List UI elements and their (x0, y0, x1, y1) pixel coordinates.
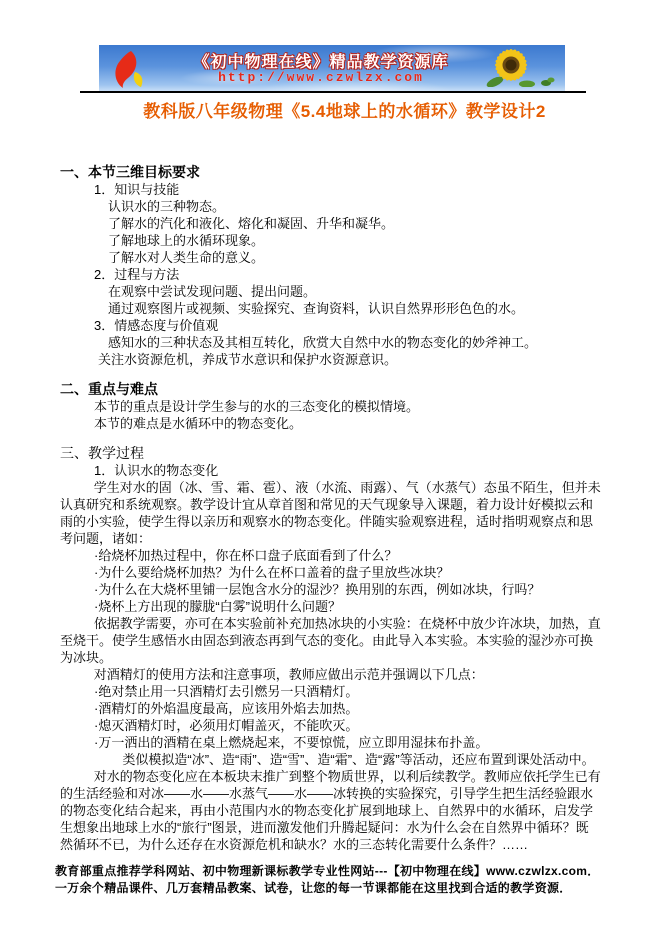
page-header (0, 0, 661, 93)
text-line: ·为什么在大烧杯里铺一层饱含水分的湿沙？换用别的东西，例如冰块，行吗？ (94, 582, 541, 597)
text-line: 在观察中尝试发现问题、提出问题。 (108, 284, 317, 299)
text-line: ·烧杯上方出现的朦胧“白雾”说明什么问题？ (94, 599, 341, 614)
text-line: ·熄灭酒精灯时，必须用灯帽盖灭，不能吹灭。 (94, 718, 359, 733)
text-line: ·绝对禁止用一只酒精灯去引燃另一只酒精灯。 (94, 684, 359, 699)
text-line: 3．情感态度与价值观 (94, 318, 219, 333)
text-line: ·为什么要给烧杯加热？为什么在杯口盖着的盘子里放些冰块？ (94, 565, 450, 580)
text-line: 对水的物态变化应在本板块末推广到整个物质世界，以利后续教学。教师应依托学生已有的生活经验和对冰——水——水蒸气——水——冰转换的实验探究，引导学生把生活经验跟水的物态变化结合起来，再由小范围内水的物态变化扩展到地球上、自然界中的水循环，启发学生想象出地球上水的“旅行”图景，进而激发他们升腾起疑问：水为什么会在自然界中循环？既然循环不已，为什么还存在水资源危机和缺水？水的三态转化需要什么条件？…… (60, 769, 601, 852)
plant-sprig-icon (541, 73, 555, 92)
banner-site-name: 《初中物理在线》精品教学资源库 (193, 54, 449, 71)
text-line: 认识水的三种物态。 (108, 199, 226, 214)
doc-footer (55, 863, 606, 897)
section-heading: 一、本节三维目标要求 (60, 164, 200, 180)
section-heading: 三、教学过程 (60, 445, 144, 461)
blank-line (60, 432, 601, 445)
text-line: 了解水对人类生命的意义。 (108, 250, 265, 265)
text-line: 本节的难点是水循环中的物态变化。 (94, 416, 303, 431)
doc-title: 教科版八年级物理《5.4地球上的水循环》教学设计2 (143, 102, 546, 121)
text-line: ·酒精灯的外焰温度最高，应该用外焰去加热。 (94, 701, 359, 716)
text-line: 依据教学需要，亦可在本实验前补充加热冰块的小实验：在烧杯中放少许冰块，加热，直至烧干。使学生感悟水由固态到液态再到气态的变化。由此导入本实验。本实验的湿沙亦可换为冰块。 (60, 616, 601, 665)
text-line: ·万一洒出的酒精在桌上燃烧起来，不要惊慌，应立即用湿抹布扑盖。 (94, 735, 489, 750)
site-banner (99, 45, 565, 92)
document-body (60, 164, 601, 853)
header-rule (80, 91, 586, 93)
section-heading: 二、重点与难点 (60, 381, 158, 397)
footer-text: 教育部重点推荐学科网站、初中物理新课标教学专业性网站---【初中物理在线】www.czwlzx.com．一万余个精品课件、几万套精品教案、试卷，让您的每一节课都能在这里找到合适的教学资源． (55, 864, 600, 895)
text-line: 2．过程与方法 (94, 267, 180, 282)
text-line: 类似模拟造“冰”、造“雨”、造“雪”、造“霜”、造“露”等活动，还应布置到课处活动中。 (122, 752, 595, 767)
text-line: 1．知识与技能 (94, 182, 180, 197)
text-line: 感知水的三种状态及其相互转化，欣赏大自然中水的物态变化的妙斧神工。 (108, 335, 538, 350)
text-line: 关注水资源危机，养成节水意识和保护水资源意识。 (98, 352, 398, 367)
text-line: 对酒精灯的使用方法和注意事项，教师应做出示范并强调以下几点： (93, 667, 484, 682)
text-line: 学生对水的固（冰、雪、霜、雹）、液（水流、雨露）、气（水蒸气）态虽不陌生，但并未认真研究和系统观察。教学设计宜从章首图和常见的天气现象导入课题，着力设计好模拟云和雨的小实验，使学生得以亲历和观察水的物态变化。伴随实验观察进程，适时指明观察点和思考问题，诸如： (60, 480, 601, 546)
text-line: 1．认识水的物态变化 (94, 463, 219, 478)
site-logo-icon (109, 49, 149, 92)
text-line: 了解地球上的水循环现象。 (108, 233, 265, 248)
text-line: ·给烧杯加热过程中，你在杯口盘子底面看到了什么？ (94, 548, 398, 563)
text-line: 本节的重点是设计学生参与的水的三态变化的模拟情境。 (94, 399, 420, 414)
blank-line (60, 368, 601, 381)
text-line: 了解水的汽化和液化、熔化和凝固、升华和凝华。 (108, 216, 395, 231)
sunflower-icon (483, 45, 541, 92)
text-line: 通过观察图片或视频、实验探究、查询资料，认识自然界形形色色的水。 (108, 301, 525, 316)
banner-site-url: http://www.czwlzx.com (218, 70, 424, 85)
